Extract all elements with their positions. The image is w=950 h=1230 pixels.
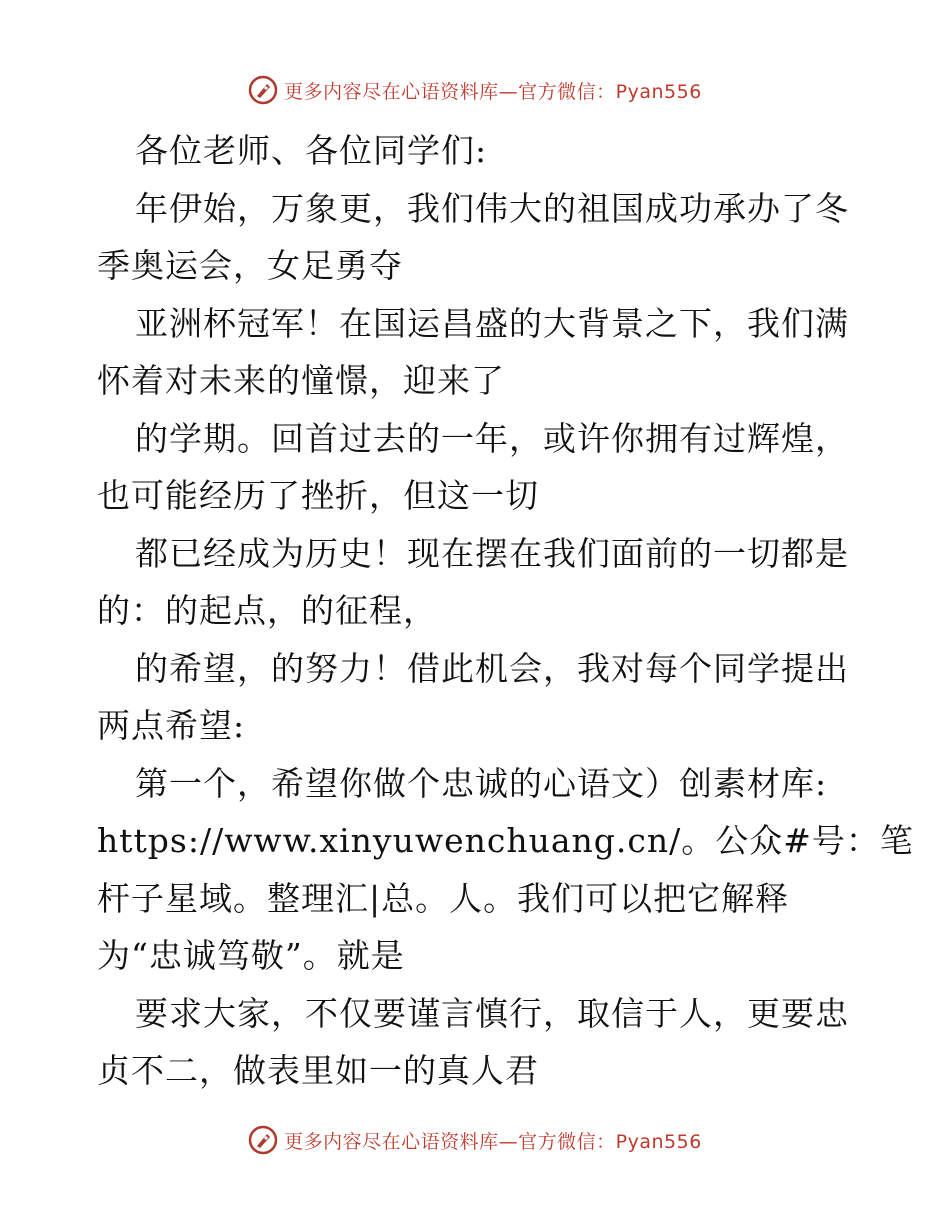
text-line: 要求大家，不仅要谨言慎行，取信于人，更要忠 bbox=[135, 993, 849, 1033]
text-line: 季奥运会，女足勇夺 bbox=[97, 246, 403, 285]
text-line: 两点希望: bbox=[97, 706, 246, 745]
footer-banner bbox=[0, 1120, 950, 1160]
text-line: 各位老师、各位同学们: bbox=[135, 131, 488, 170]
text-line: 也可能经历了挫折，但这一切 bbox=[97, 476, 539, 515]
text-line: 贞不二，做表里如一的真人君 bbox=[97, 1051, 539, 1090]
text-line: 都已经成为历史！现在摆在我们面前的一切都是 bbox=[135, 533, 849, 573]
pen-nib-logo-icon bbox=[248, 75, 278, 105]
text-line: 年伊始，万象更，我们伟大的祖国成功承办了冬 bbox=[135, 188, 849, 228]
text-line: 第一个，希望你做个忠诚的心语文）创素材库: bbox=[135, 763, 828, 803]
text-line: 的学期。回首过去的一年，或许你拥有过辉煌， bbox=[135, 418, 849, 458]
text-line: 怀着对未来的憧憬，迎来了 bbox=[97, 361, 505, 400]
text-line: 为“忠诚笃敬”。就是 bbox=[97, 936, 405, 975]
header-banner bbox=[0, 70, 950, 110]
text-line: https://www.xinyuwenchuang.cn/。公众#号：笔 bbox=[97, 821, 914, 860]
footer-banner-text: 更多内容尽在心语资料库—官方微信：Pyan556 bbox=[284, 1130, 702, 1153]
text-line: 亚洲杯冠军！在国运昌盛的大背景之下，我们满 bbox=[135, 303, 849, 343]
text-line: 的希望，的努力！借此机会，我对每个同学提出 bbox=[135, 648, 849, 688]
text-line: 杆子星域。整理汇|总。人。我们可以把它解释 bbox=[97, 878, 790, 918]
header-banner-text: 更多内容尽在心语资料库—官方微信：Pyan556 bbox=[284, 80, 702, 103]
document-body bbox=[97, 122, 914, 1100]
text-line: 的：的起点，的征程， bbox=[97, 591, 437, 630]
pen-nib-logo-icon bbox=[248, 1125, 278, 1155]
